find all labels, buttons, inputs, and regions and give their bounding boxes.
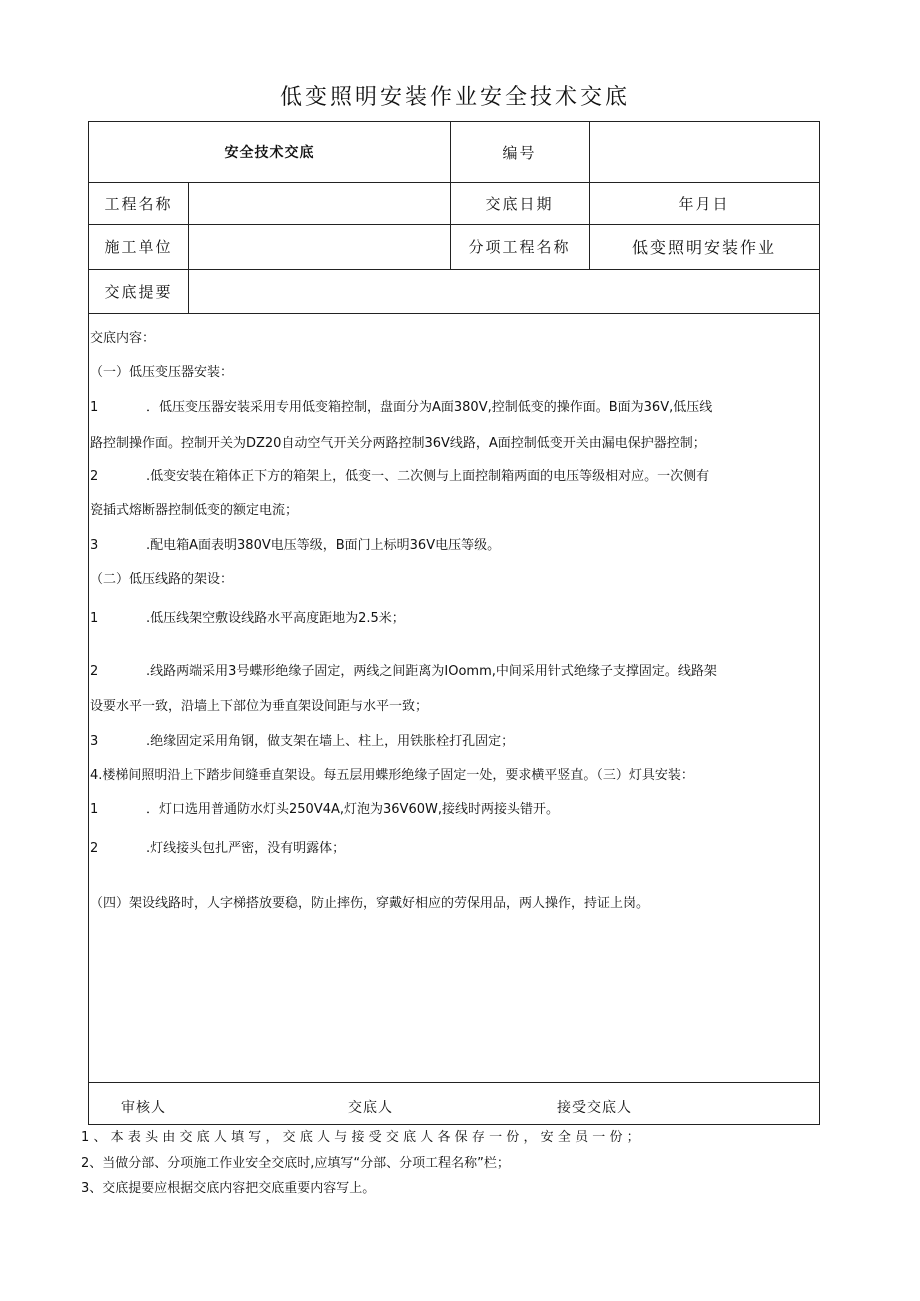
discloser-label: 交底人 [348, 1100, 393, 1116]
item-number: 1 [90, 802, 99, 817]
item-number: 2 [90, 664, 99, 679]
section-1-item-2: .低变安装在箱体正下方的箱架上，低变一、二次侧与上面控制箱两面的电压等级相对应。一次侧有 [146, 469, 710, 484]
note-2: 2、当做分部、分项施工作业安全交底时,应填写“分部、分项工程名称”栏； [81, 1156, 510, 1171]
note-3: 3、交底提要应根据交底内容把交底重要内容写上。 [81, 1181, 376, 1196]
section-2-item-2-cont: 设要水平一致，沿墙上下部位为垂直架设间距与水平一致； [90, 699, 429, 714]
section-2-title: （二）低压线路的架设： [90, 572, 234, 587]
unit-label: 施工单位 [104, 238, 173, 256]
row-divider [89, 1082, 819, 1083]
section-3-item-1: ．灯口选用普通防水灯头250V4A,灯泡为36V60W,接线时两接头错开。 [146, 802, 559, 817]
reviewer-label: 审核人 [121, 1100, 166, 1116]
summary-field[interactable] [188, 269, 819, 313]
section-1-title: （一）低压变压器安装： [90, 365, 234, 380]
item-number: 1 [90, 400, 99, 415]
item-number: 1 [90, 611, 99, 626]
section-1-item-1: ．低压变压器安装采用专用低变箱控制，盘面分为A面380V,控制低变的操作面。B面为36V,低压线 [146, 400, 713, 415]
summary-label: 交底提要 [104, 282, 173, 301]
item-number: 2 [90, 469, 99, 484]
section-1-item-1-cont: 路控制操作面。控制开关为DZ20自动空气开关分两路控制36V线路，A面控制低变开关由漏电保护器控制； [90, 436, 706, 451]
date-label: 交底日期 [485, 194, 554, 213]
date-field[interactable]: 年月日 [678, 194, 730, 213]
section-2-item-2: .线路两端采用3号蝶形绝缘子固定，两线之间距离为IOomm,中间采用针式绝缘子支撑固定。线路架 [146, 664, 717, 679]
number-field[interactable] [589, 122, 819, 182]
disclosure-form [88, 121, 820, 1125]
section-4: （四）架设线路时，人字梯搭放要稳，防止摔伤，穿戴好相应的劳保用品，两人操作，持证上岗。 [90, 896, 650, 911]
note-1: 1、本表头由交底人填写，交底人与接受交底人各保存一份，安全员一份； [81, 1130, 644, 1145]
content-heading: 交底内容： [90, 331, 156, 346]
item-number: 2 [90, 841, 99, 856]
number-label: 编号 [502, 143, 537, 162]
section-3-item-2: .灯线接头包扎严密，没有明露体； [146, 841, 346, 856]
row-divider [89, 313, 819, 314]
section-2-item-1: .低压线架空敷设线路水平高度距地为2.5米； [146, 611, 405, 626]
project-name-label: 工程名称 [104, 194, 173, 213]
unit-field[interactable] [188, 224, 450, 269]
project-name-field[interactable] [188, 182, 450, 224]
item-number: 3 [90, 734, 99, 749]
receiver-label: 接受交底人 [557, 1100, 632, 1116]
subitem-field[interactable]: 低变照明安装作业 [631, 238, 776, 257]
section-1-item-3: .配电箱A面表明380V电压等级，B面门上标明36V电压等级。 [146, 538, 501, 553]
item-number: 3 [90, 538, 99, 553]
doc-type-label: 安全技术交底 [224, 145, 315, 161]
section-2-item-3: .绝缘固定采用角钢，做支架在墙上、柱上，用铁胀栓打孔固定； [146, 734, 515, 749]
section-2-item-4: 4.楼梯间照明沿上下踏步间缝垂直架设。每五层用蝶形绝缘子固定一处，要求横平竖直。（三）灯具安装： [90, 768, 694, 783]
subitem-label: 分项工程名称 [468, 238, 571, 256]
section-1-item-2-cont: 瓷插式熔断器控制低变的额定电流； [90, 503, 299, 518]
document-title: 低变照明安装作业安全技术交底 [279, 85, 630, 110]
